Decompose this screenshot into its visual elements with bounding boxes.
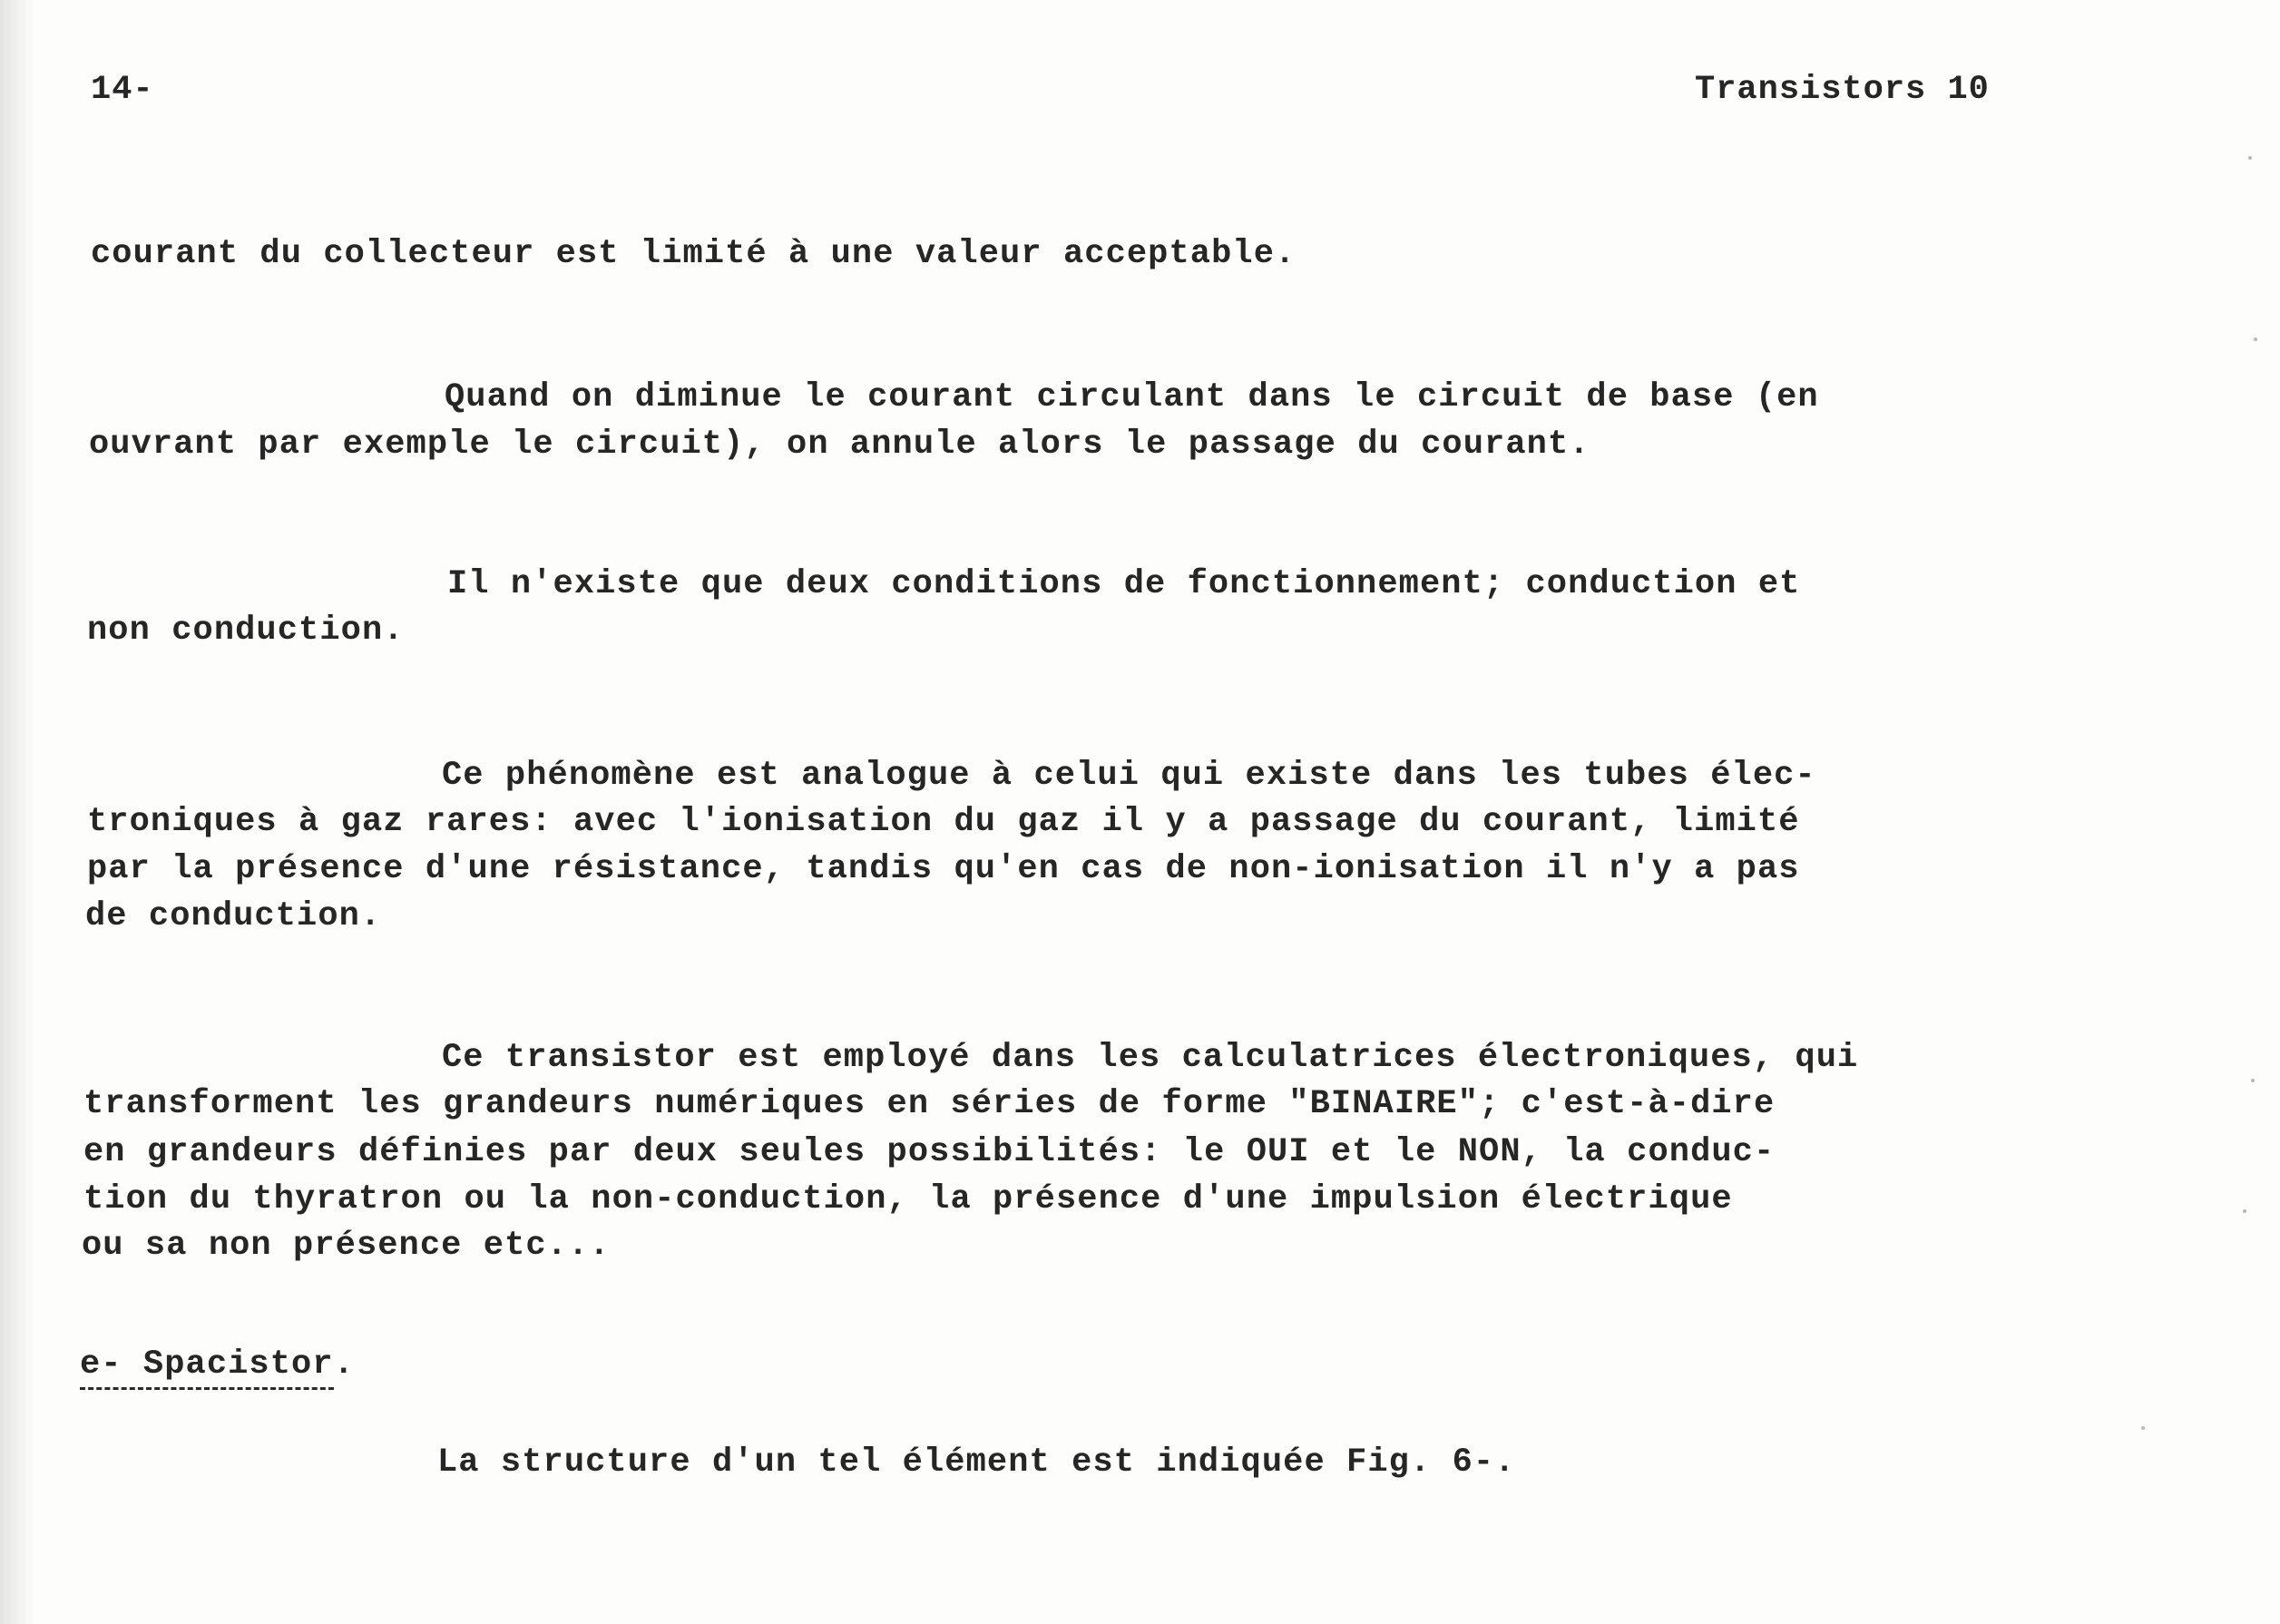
paragraph-3-line-1: Il n'existe que deux conditions de fonctionnement; conduction et bbox=[447, 565, 1801, 603]
paragraph-6-line-1: La structure d'un tel élément est indiquée Fig. 6-. bbox=[437, 1443, 1516, 1482]
paragraph-4-line-2: troniques à gaz rares: avec l'ionisation du gaz il y a passage du courant, limité bbox=[87, 803, 1800, 841]
paragraph-2-line-1: Quand on diminue le courant circulant dans le circuit de base (en bbox=[445, 378, 1819, 416]
scan-speck bbox=[2251, 1079, 2255, 1082]
paragraph-1-line-1: courant du collecteur est limité à une valeur acceptable. bbox=[91, 235, 1297, 273]
paragraph-4-line-4: de conduction. bbox=[85, 897, 382, 935]
scan-speck bbox=[2254, 338, 2257, 341]
scan-speck bbox=[2248, 156, 2252, 160]
paragraph-5-line-2: transforment les grandeurs numériques en séries de forme "BINAIRE"; c'est-à-dire bbox=[83, 1085, 1776, 1123]
paragraph-5-line-5: ou sa non présence etc... bbox=[82, 1227, 611, 1265]
paragraph-5-line-3: en grandeurs définies par deux seules possibilités: le OUI et le NON, la conduc- bbox=[83, 1133, 1776, 1171]
paragraph-3-line-2: non conduction. bbox=[87, 611, 405, 650]
running-title: Transistors 10 bbox=[1695, 71, 1990, 109]
paragraph-5-line-1: Ce transistor est employé dans les calculatrices électroniques, qui bbox=[442, 1039, 1859, 1077]
page-number: 14- bbox=[91, 71, 154, 109]
section-heading bbox=[80, 1345, 355, 1384]
paragraph-4-line-3: par la présence d'une résistance, tandis qu'en cas de non-ionisation il n'y a pas bbox=[87, 850, 1800, 888]
scan-edge-shadow bbox=[0, 0, 36, 1624]
section-heading-punct: . bbox=[333, 1345, 355, 1384]
scan-speck bbox=[2141, 1426, 2145, 1430]
scan-speck bbox=[2243, 1209, 2246, 1213]
paragraph-4-line-1: Ce phénomène est analogue à celui qui existe dans les tubes élec- bbox=[442, 757, 1816, 795]
section-heading-text: e- Spacistor bbox=[80, 1345, 334, 1390]
paragraph-5-line-4: tion du thyratron ou la non-conduction, la présence d'une impulsion électrique bbox=[83, 1180, 1733, 1218]
paragraph-2-line-2: ouvrant par exemple le circuit), on annule alors le passage du courant. bbox=[89, 426, 1590, 464]
